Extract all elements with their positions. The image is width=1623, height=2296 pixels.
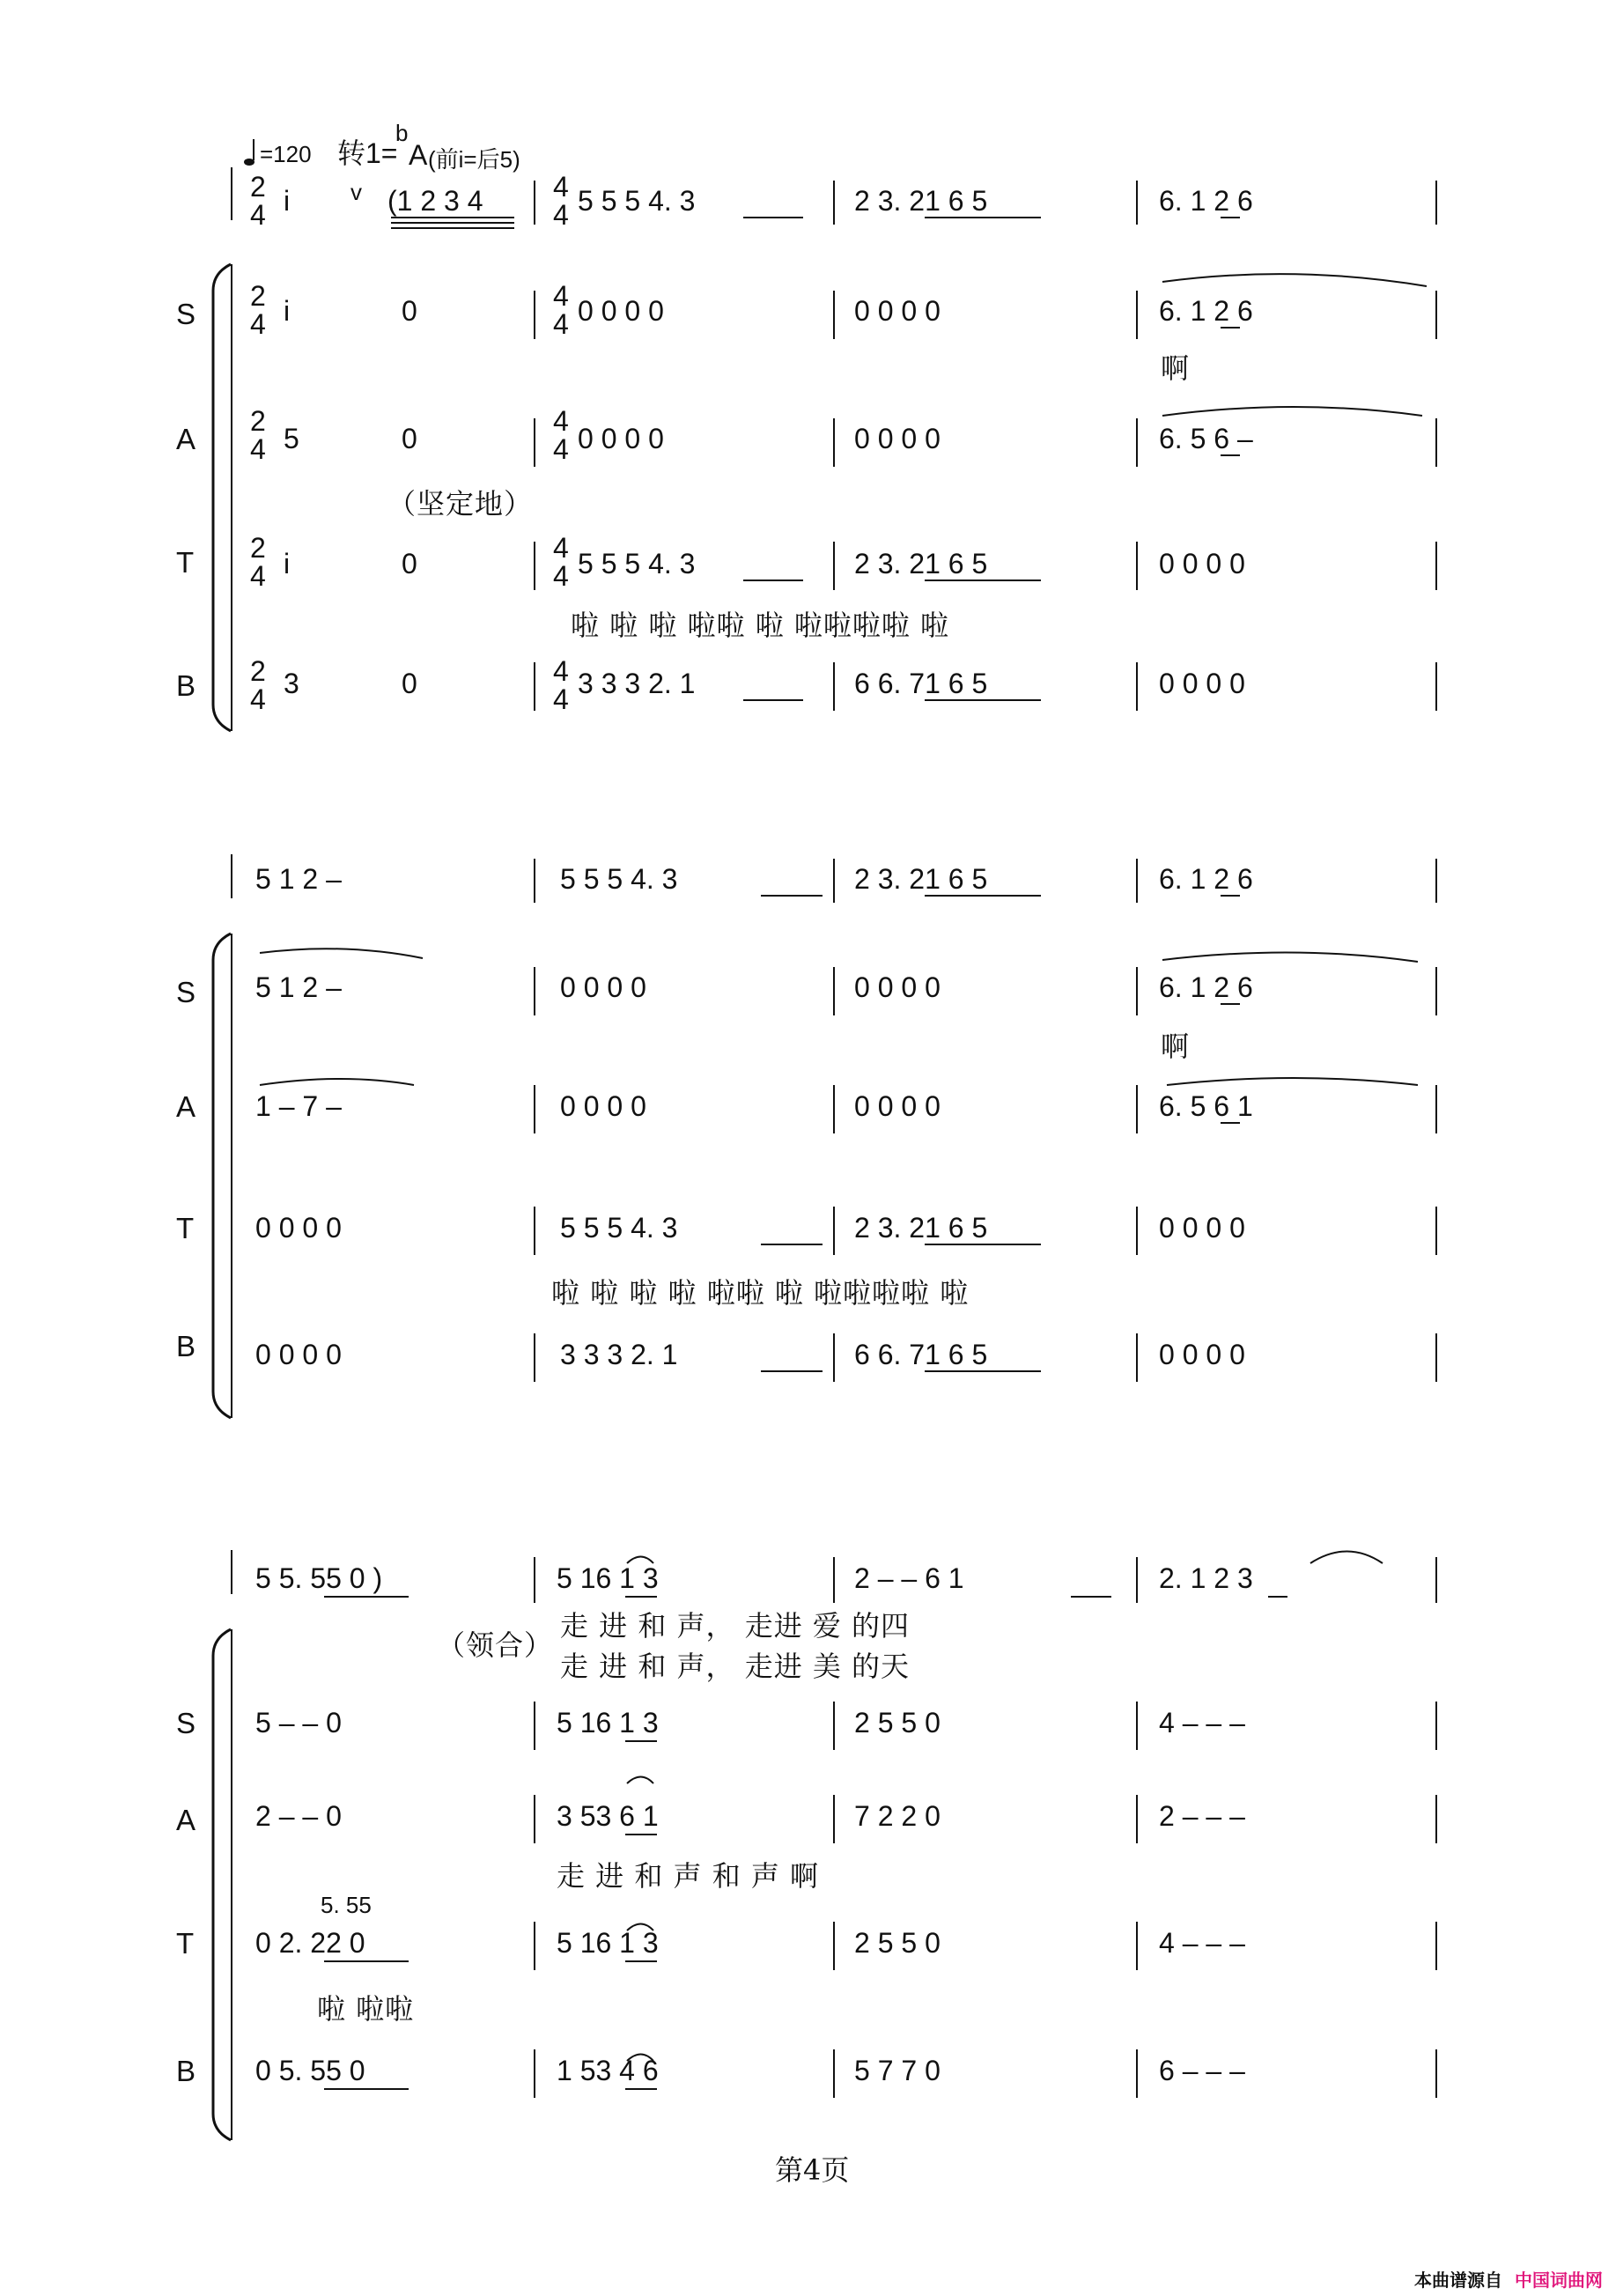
measure: 5 5. 55 0 ) [255,1562,383,1594]
measure: 0 0 0 0 [255,1212,342,1244]
measure: 5 – – 0 [255,1707,342,1739]
measure: 6. 1 2 6 [1159,863,1253,895]
voice-label-tenor: T [176,546,195,579]
measure: 6 6. 71 6 5 [854,1339,988,1370]
slur [260,1079,414,1085]
quarter-note-icon [244,159,255,166]
measure: 2 3. 21 6 5 [854,1212,988,1244]
lyric: 啊 [1161,1030,1191,1063]
measure: 6. 1 2 6 [1159,971,1253,1003]
source-label: 本曲谱源自 [1414,2271,1502,2291]
measure: i [284,548,291,580]
time-sig-bottom: 4 [553,560,569,592]
expression-mark: （坚定地） [387,487,534,520]
measure: i [284,295,291,327]
lead-label: （领合） [437,1628,554,1662]
measure: 0 2. 22 0 [255,1927,365,1959]
measure: 5 16 1 3 [557,1927,659,1959]
tie [627,1777,653,1784]
measure: 6 – – – [1159,2055,1245,2086]
slur [1162,274,1427,286]
measure: 0 0 0 0 [560,1090,646,1122]
measure: 0 5. 55 0 [255,2055,365,2086]
lyric: 啦 啦 啦 啦啦 啦 啦啦啦啦 啦 [571,609,950,642]
tempo-mark: =120 [260,141,312,167]
measure: 5 16 1 3 [557,1562,659,1594]
time-sig-top: 4 [553,405,569,437]
lyric: 啊 [1161,351,1191,385]
page-number: 第4页 [775,2153,850,2187]
measure: 6. 5 6 – [1159,423,1253,454]
system2-bracket [213,934,231,1418]
measure: 5 5 5 4. 3 [560,863,678,895]
measure: 0 0 0 0 [854,423,941,454]
voice-label-bass: B [176,669,196,702]
time-sig-bottom: 4 [250,433,266,465]
voice-label-bass: B [176,1330,196,1362]
measure: 0 0 0 0 [578,423,664,454]
flat-sign: b [395,120,409,146]
time-sig-bottom: 4 [250,683,266,715]
measure: 3 3 3 2. 1 [560,1339,678,1370]
measure: 0 0 0 0 [1159,548,1245,580]
voice-label-bass: B [176,2055,196,2087]
measure: 3 [284,668,299,699]
breath-mark: v [350,179,362,205]
time-sig-bottom: 4 [553,433,569,465]
system3-bracket [213,1629,231,2140]
measure: 3 53 6 1 [557,1800,659,1832]
lyric: 走 进 和 声， 走进 美 的天 [560,1650,911,1683]
measure: 0 0 0 0 [578,295,664,327]
slur [260,949,423,958]
voice-label-tenor: T [176,1927,195,1960]
measure: 5 1 2 – [255,971,342,1003]
measure: 2 5 5 0 [854,1927,941,1959]
lyric: 啦 啦 啦 啦 啦啦 啦 啦啦啦啦 啦 [551,1276,970,1310]
time-sig-top: 4 [553,655,569,687]
measure: 2 – – 0 [255,1800,342,1832]
voice-label-alto: A [176,423,196,455]
measure: 0 0 0 0 [854,295,941,327]
voice-label-alto: A [176,1804,196,1836]
voice-label-tenor: T [176,1212,195,1244]
measure: 0 0 0 0 [854,971,941,1003]
measure: 4 – – – [1159,1927,1245,1959]
time-sig-bottom: 4 [553,199,569,231]
measure: 4 – – – [1159,1707,1245,1739]
measure: 0 0 0 0 [854,1090,941,1122]
measure: 6. 1 2 6 [1159,185,1253,217]
lyric: 啦 啦啦 [317,1992,415,2026]
measure: 5 [284,423,299,454]
measure: 3 3 3 2. 1 [578,668,696,699]
voice-label-soprano: S [176,298,196,330]
measure: 1 53 4 6 [557,2055,659,2086]
measure: 0 [402,548,417,580]
measure: 0 0 0 0 [1159,1339,1245,1370]
slur [1167,1078,1418,1085]
measure: 2 3. 21 6 5 [854,548,988,580]
lyric: 走 进 和 声， 走进 爱 的四 [560,1609,911,1643]
time-sig-top: 4 [553,171,569,203]
measure: 5 16 1 3 [557,1707,659,1739]
upper-note: 5. 55 [321,1892,372,1918]
measure: 0 0 0 0 [1159,1212,1245,1244]
measure: 2 5 5 0 [854,1707,941,1739]
measure: i [284,185,291,217]
measure: 5 5 5 4. 3 [578,548,696,580]
measure: (1 2 3 4 [387,185,483,217]
measure: 2 – – – [1159,1800,1245,1832]
measure: 2. 1 2 3 [1159,1562,1253,1594]
time-sig-bottom: 4 [250,308,266,340]
system1-bracket [213,264,231,731]
measure: 0 0 0 0 [560,971,646,1003]
measure: 5 1 2 – [255,863,342,895]
time-sig-top: 2 [250,171,266,203]
time-sig-bottom: 4 [553,683,569,715]
measure: 2 3. 21 6 5 [854,185,988,217]
measure: 2 – – 6 1 [854,1562,964,1594]
slur [1162,952,1418,962]
key-note: (前i=后5) [428,146,520,173]
time-sig-top: 2 [250,532,266,564]
time-sig-top: 2 [250,655,266,687]
lyric: 走 进 和 声 和 声 啊 [557,1859,820,1893]
time-sig-bottom: 4 [250,199,266,231]
measure: 6. 5 6 1 [1159,1090,1253,1122]
key-letter: A [409,139,428,171]
time-sig-top: 4 [553,532,569,564]
time-sig-bottom: 4 [250,560,266,592]
measure: 6. 1 2 6 [1159,295,1253,327]
time-sig-top: 2 [250,280,266,312]
measure: 7 2 2 0 [854,1800,941,1832]
time-sig-bottom: 4 [553,308,569,340]
time-sig-top: 4 [553,280,569,312]
voice-label-alto: A [176,1090,196,1123]
measure: 0 0 0 0 [1159,668,1245,699]
slur [1162,407,1422,416]
measure: 5 7 7 0 [854,2055,941,2086]
measure: 0 [402,423,417,454]
measure: 6 6. 71 6 5 [854,668,988,699]
measure: 0 0 0 0 [255,1339,342,1370]
key-change: 转1= [337,137,398,169]
time-sig-top: 2 [250,405,266,437]
source-site: 中国词曲网 [1515,2271,1603,2291]
voice-label-soprano: S [176,976,196,1008]
tie [1310,1552,1383,1564]
measure: 0 [402,295,417,327]
voice-label-soprano: S [176,1707,196,1739]
measure: 5 5 5 4. 3 [560,1212,678,1244]
measure: 0 [402,668,417,699]
measure: 1 – 7 – [255,1090,342,1122]
measure: 5 5 5 4. 3 [578,185,696,217]
measure: 2 3. 21 6 5 [854,863,988,895]
